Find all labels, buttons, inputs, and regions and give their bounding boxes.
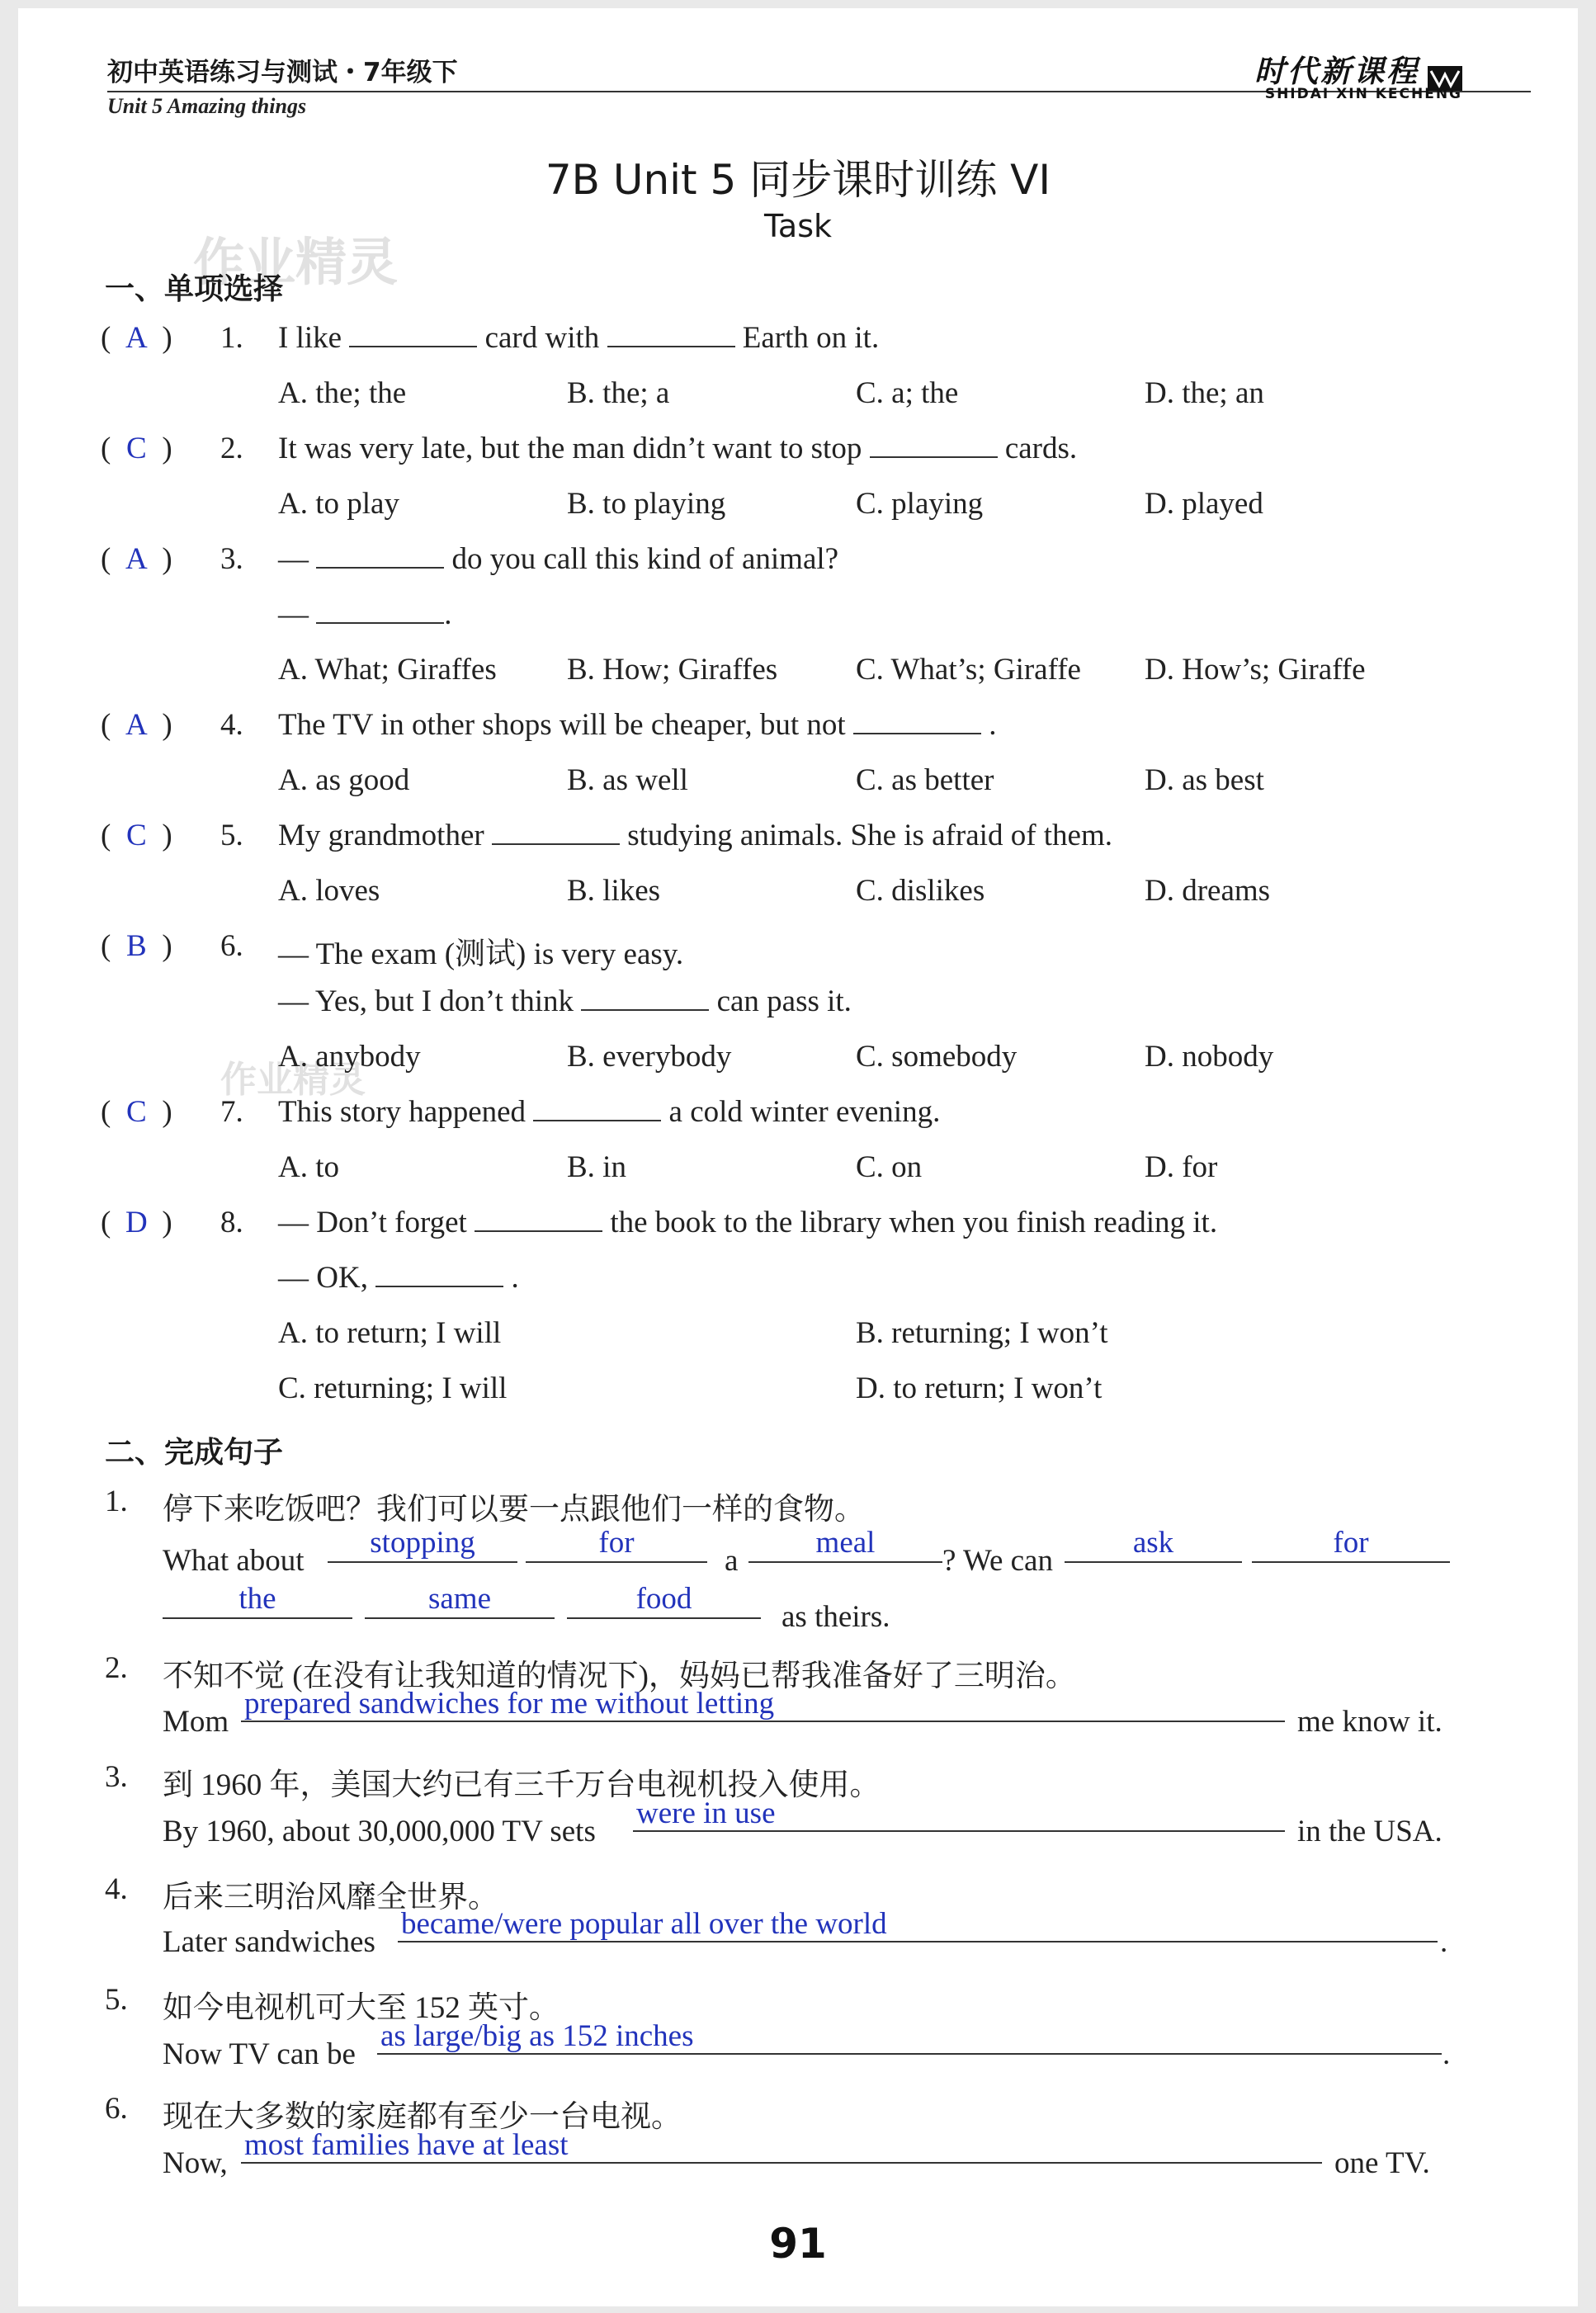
sentence-prefix: Mom — [163, 1705, 229, 1739]
sentence-prefix: Now, — [163, 2146, 228, 2180]
option: A. to play — [278, 487, 399, 521]
question-stem-reply — [278, 984, 852, 1019]
stem-text: — — [278, 597, 309, 631]
sentence-suffix: in the USA. — [1297, 1815, 1443, 1848]
question-number: 7. — [220, 1095, 243, 1129]
section-heading: 一、单项选择 — [105, 272, 284, 306]
answer-line[interactable]: prepared sandwiches for me without letting — [241, 1688, 1285, 1722]
stem-text: — Don’t forget — [278, 1206, 475, 1239]
sentence-text: as theirs. — [781, 1600, 890, 1634]
option: C. dislikes — [856, 874, 985, 908]
answer-blank[interactable] — [316, 597, 444, 624]
sentence-suffix: me know it. — [1297, 1705, 1443, 1739]
answer-bracket: ( C ) — [101, 432, 172, 465]
chinese-prompt: 如今电视机可大至 152 英寸。 — [163, 1991, 560, 2025]
stem-text: I like — [278, 321, 350, 355]
item-number: 5. — [105, 1983, 128, 2017]
answer-blank[interactable] — [316, 542, 444, 569]
answer-blank[interactable]: for — [1252, 1527, 1450, 1563]
option: A. anybody — [278, 1040, 421, 1074]
watermark-2: 作业精灵 — [220, 1059, 366, 1101]
question-stem — [278, 707, 996, 743]
answer-blank[interactable] — [853, 708, 981, 734]
question-stem: — The exam (测试) is very easy. — [278, 937, 684, 971]
option: C. a; the — [856, 376, 959, 410]
option: D. to return; I won’t — [856, 1371, 1103, 1405]
chinese-prompt: 不知不觉 (在没有让我知道的情况下)，妈妈已帮我准备好了三明治。 — [163, 1659, 1076, 1693]
answer-line[interactable]: were in use — [633, 1797, 1285, 1832]
option: B. everybody — [567, 1040, 732, 1074]
answer-blank[interactable] — [475, 1206, 602, 1232]
question-stem — [278, 320, 879, 356]
answer-letter: C — [125, 432, 147, 465]
option: B. likes — [567, 874, 661, 908]
book-title: 初中英语练习与测试・7年级下 — [107, 58, 458, 87]
sentence-suffix: . — [1440, 1925, 1448, 1959]
option: B. as well — [567, 763, 688, 797]
question-number: 4. — [220, 708, 243, 742]
answer-bracket: ( B ) — [101, 929, 172, 963]
answer-blank[interactable]: for — [526, 1527, 707, 1563]
brand-pinyin: SHIDAI XIN KECHENG — [1264, 86, 1462, 103]
item-number: 2. — [105, 1651, 128, 1685]
answer-letter: A — [125, 321, 148, 355]
worksheet-page — [18, 8, 1578, 2306]
option: C. playing — [856, 487, 984, 521]
question-number: 2. — [220, 432, 243, 465]
section-heading: 二、完成句子 — [105, 1436, 284, 1470]
option: A. to return; I will — [278, 1316, 502, 1350]
item-number: 3. — [105, 1760, 128, 1794]
brand-name: 时代新课程 — [1254, 54, 1419, 89]
answer-blank[interactable]: ask — [1065, 1527, 1242, 1563]
answer-bracket: ( A ) — [101, 542, 172, 576]
option: D. the; an — [1145, 376, 1264, 410]
option: D. for — [1145, 1150, 1218, 1184]
answer-bracket: ( C ) — [101, 1095, 172, 1129]
answer-letter: A — [125, 542, 148, 576]
stem-text: This story happened — [278, 1095, 534, 1129]
answer-blank[interactable]: meal — [748, 1527, 942, 1563]
answer-blank[interactable]: food — [567, 1583, 761, 1619]
option: D. How’s; Giraffe — [1145, 653, 1366, 687]
stem-text: card with — [484, 321, 607, 355]
page-title: 7B Unit 5 同步课时训练 VI — [545, 156, 1051, 204]
answer-blank[interactable] — [492, 819, 620, 845]
stem-text: do you call this kind of animal? — [451, 542, 839, 576]
answer-bracket: ( D ) — [101, 1206, 172, 1239]
answer-blank[interactable]: same — [365, 1583, 555, 1619]
sentence-suffix: one TV. — [1334, 2146, 1430, 2180]
item-number: 1. — [105, 1485, 128, 1518]
sentence-text: a — [725, 1544, 739, 1578]
item-number: 4. — [105, 1872, 128, 1906]
answer-letter: C — [125, 1095, 147, 1129]
question-stem — [278, 818, 1112, 853]
sentence-text: What about — [163, 1544, 305, 1578]
page-number: 91 — [769, 2220, 827, 2268]
answer-bracket: ( A ) — [101, 321, 172, 355]
stem-text: . — [989, 708, 997, 742]
answer-line[interactable]: most families have at least — [241, 2129, 1322, 2164]
stem-text: . — [511, 1261, 519, 1295]
option: B. to playing — [567, 487, 726, 521]
option: C. What’s; Giraffe — [856, 653, 1081, 687]
stem-text: — Yes, but I don’t think — [278, 984, 582, 1018]
question-stem — [278, 1205, 1217, 1240]
stem-text: — OK, — [278, 1261, 376, 1295]
answer-blank[interactable]: the — [163, 1583, 352, 1619]
stem-text: a cold winter evening. — [668, 1095, 941, 1129]
sentence-prefix: By 1960, about 30,000,000 TV sets — [163, 1815, 596, 1848]
option: D. nobody — [1145, 1040, 1274, 1074]
option: A. as good — [278, 763, 410, 797]
stem-text: — — [278, 542, 317, 576]
chinese-prompt: 停下来吃饭吧？我们可以要一点跟他们一样的食物。 — [163, 1493, 865, 1527]
answer-blank[interactable] — [607, 321, 735, 347]
option: B. How; Giraffes — [567, 653, 778, 687]
stem-text: It was very late, but the man didn’t want to stop — [278, 432, 870, 465]
question-number: 8. — [220, 1206, 243, 1239]
question-number: 5. — [220, 819, 243, 852]
answer-blank[interactable] — [581, 984, 709, 1011]
answer-blank[interactable] — [349, 321, 477, 347]
question-stem-reply: — . — [278, 597, 452, 631]
answer-blank[interactable] — [375, 1261, 503, 1287]
sentence-suffix: . — [1443, 2037, 1451, 2071]
option: C. on — [856, 1150, 923, 1184]
stem-text: can pass it. — [716, 984, 852, 1018]
answer-letter: D — [125, 1206, 148, 1239]
answer-letter: A — [125, 708, 148, 742]
option: A. the; the — [278, 376, 407, 410]
option: D. played — [1145, 487, 1263, 521]
stem-text: studying animals. She is afraid of them. — [627, 819, 1112, 852]
answer-blank[interactable] — [870, 432, 998, 458]
question-stem-reply — [278, 1260, 519, 1296]
stem-text: the book to the library when you finish reading it. — [610, 1206, 1218, 1239]
option: C. somebody — [856, 1040, 1018, 1074]
option: C. returning; I will — [278, 1371, 508, 1405]
answer-blank[interactable]: stopping — [328, 1527, 517, 1563]
stem-text: Earth on it. — [742, 321, 880, 355]
answer-line[interactable]: became/were popular all over the world — [398, 1908, 1438, 1942]
option: A. What; Giraffes — [278, 653, 497, 687]
sentence-text: ? We can — [942, 1544, 1053, 1578]
answer-blank[interactable] — [533, 1095, 661, 1121]
stem-text: cards. — [1004, 432, 1078, 465]
question-number: 1. — [220, 321, 243, 355]
question-number: 6. — [220, 929, 243, 963]
sentence-prefix: Later sandwiches — [163, 1925, 375, 1959]
answer-line[interactable]: as large/big as 152 inches — [377, 2020, 1442, 2055]
option: B. returning; I won’t — [856, 1316, 1108, 1350]
question-stem — [278, 541, 838, 577]
question-stem — [278, 431, 1077, 466]
item-number: 6. — [105, 2092, 128, 2126]
answer-letter: B — [125, 929, 147, 963]
question-stem — [278, 1094, 940, 1130]
question-number: 3. — [220, 542, 243, 576]
answer-letter: C — [125, 819, 147, 852]
stem-text: The TV in other shops will be cheaper, but not — [278, 708, 853, 742]
stem-text: My grandmother — [278, 819, 492, 852]
chinese-prompt: 到 1960 年，美国大约已有三千万台电视机投入使用。 — [163, 1768, 881, 1802]
answer-bracket: ( C ) — [101, 819, 172, 852]
option: A. loves — [278, 874, 380, 908]
option: D. as best — [1145, 763, 1264, 797]
answer-bracket: ( A ) — [101, 708, 172, 742]
option: A. to — [278, 1150, 339, 1184]
watermark: 作业精灵 — [193, 232, 399, 292]
option: B. in — [567, 1150, 626, 1184]
page-subtitle: Task — [763, 208, 832, 244]
brand-logo — [1254, 46, 1462, 102]
chinese-prompt: 后来三明治风靡全世界。 — [163, 1881, 498, 1914]
unit-label: Unit 5 Amazing things — [107, 94, 307, 118]
option: C. as better — [856, 763, 994, 797]
option: D. dreams — [1145, 874, 1271, 908]
sentence-prefix: Now TV can be — [163, 2037, 356, 2071]
chinese-prompt: 现在大多数的家庭都有至少一台电视。 — [163, 2100, 682, 2134]
option: B. the; a — [567, 376, 670, 410]
